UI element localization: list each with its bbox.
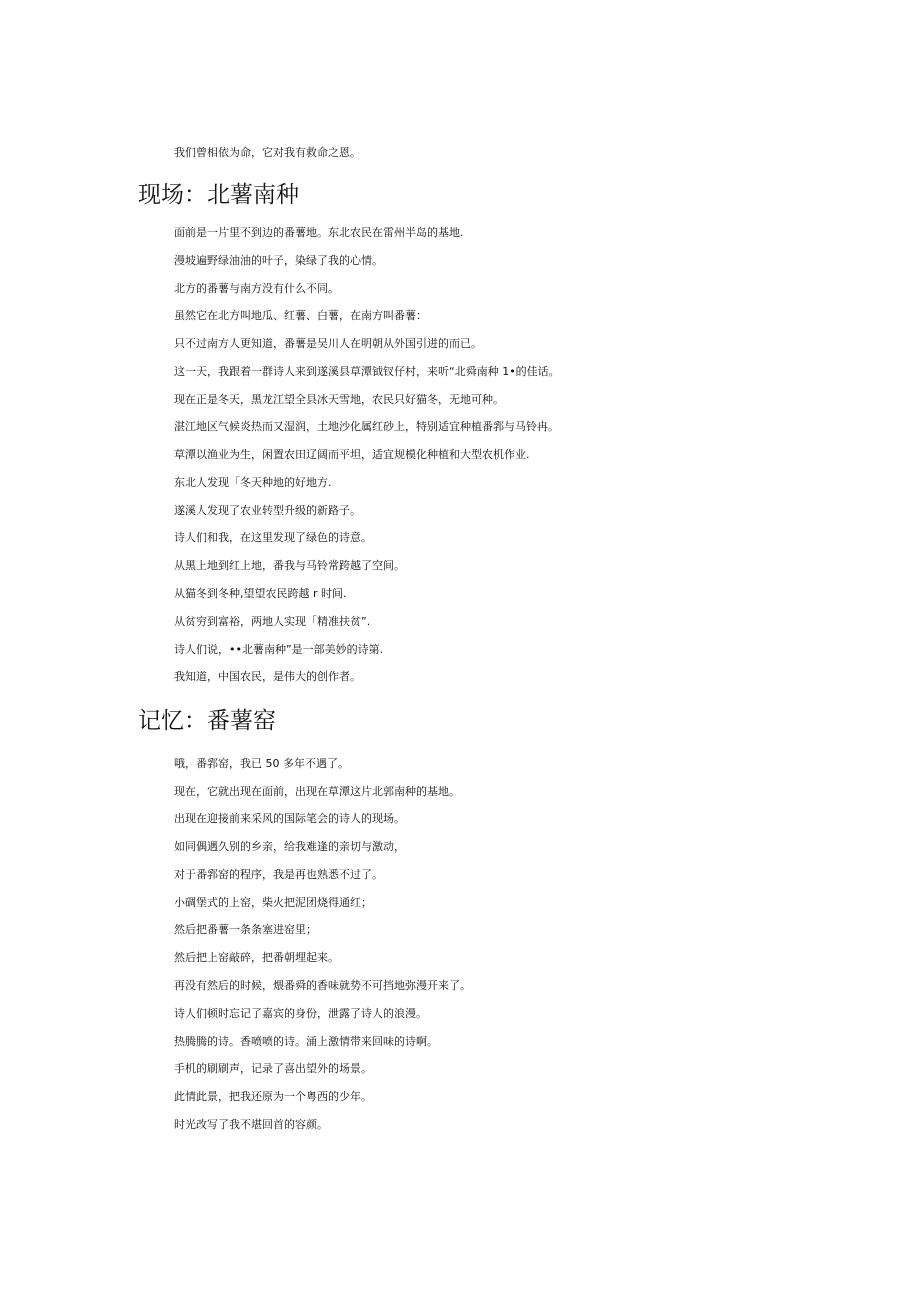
paragraph-line: 对于番郛窑的程序，我是再也熟悉不过了。 xyxy=(174,868,383,881)
paragraph-line: 然后把上窑敲碎，把番朝埋起来。 xyxy=(174,951,339,964)
paragraph-line: 遂溪人发现了农业转型升级的新路子。 xyxy=(174,504,361,517)
paragraph-line: 小碉堡式的上窑，柴火把泥团烧得通红； xyxy=(174,896,372,909)
paragraph-line: 草潭以渔业为生，闲置农田辽阔而平坦，适宜规模化种植和大型农机作业. xyxy=(174,448,530,461)
paragraph-line: 手机的刷刷声，记录了喜出望外的场景。 xyxy=(174,1062,372,1075)
intro-line: 我们曾相依为命，它对我有救命之恩。 xyxy=(174,146,361,159)
paragraph-line: 这一天，我跟着一群诗人来到遂溪县草潭钺钗仔村，来听“北舜南种 1•的佳话。 xyxy=(174,365,560,378)
paragraph-line: 如同偶遇久别的乡亲，给我难逢的亲切与激动， xyxy=(174,840,405,853)
paragraph-line: 然后把番薯一条条塞进窑里； xyxy=(174,923,317,936)
paragraph-line: 只不过南方人更知道，番薯是吴川人在明朝从外国引进的而已。 xyxy=(174,337,482,350)
paragraph-line: 现在正是冬天，黑龙江望全县冰天雪地，农民只好猫冬，无地可种。 xyxy=(174,393,504,406)
paragraph-line: 此情此景，把我还原为一个粤西的少年。 xyxy=(174,1090,372,1103)
paragraph-line: 出现在迎接前来采风的国际笔会的诗人的现场。 xyxy=(174,812,405,825)
section-title-memory: 记忆：番薯窑 xyxy=(138,708,276,734)
paragraph-line: 再没有然后的时候，煨番舜的香味就势不可挡地弥漫开来了。 xyxy=(174,979,471,992)
paragraph-line: 北方的番薯与南方没有什么不同。 xyxy=(174,282,339,295)
paragraph-line: 湛江地区气候炎热而又湿润，土地沙化属红砂上，特别适宜种植番郛与马铃冉。 xyxy=(174,420,559,433)
paragraph-line: 诗人们和我，在这里发现了绿色的诗意。 xyxy=(174,531,372,544)
paragraph-line: 哦，番郛窑，我已 50 多年不遇了。 xyxy=(174,757,349,770)
paragraph-line: 我知道，中国农民，是伟大的创作者。 xyxy=(174,670,361,683)
paragraph-line: 诗人们顿时忘记了嘉宾的身份，泄露了诗人的浪漫。 xyxy=(174,1007,427,1020)
paragraph-line: 从黑上地到红上地，番我与马铃常跨越了空间。 xyxy=(174,559,405,572)
paragraph-line: 虽然它在北方叫地瓜、红薯、白薯，在南方叫番薯： xyxy=(174,309,427,322)
paragraph-line: 热腾腾的诗。香喷喷的诗。涌上激情带来回味的诗啊。 xyxy=(174,1035,438,1048)
paragraph-line: 面前是一片里不到边的番薯地。东北农民在雷州半岛的基地. xyxy=(174,226,464,239)
paragraph-line: 从贫穷到富裕，两地人实现「精准扶贫”. xyxy=(174,615,371,628)
paragraph-line: 从猫冬到冬种,望望农民跨越 r 时间. xyxy=(174,587,347,600)
paragraph-line: 诗人们说，••北薯南种”是一部美妙的诗第. xyxy=(174,643,384,656)
paragraph-line: 现在，它就出现在面前，出现在草潭这片北郭南种的基地。 xyxy=(174,785,460,798)
paragraph-line: 东北人发现「冬天种地的好地方. xyxy=(174,476,332,489)
section-title-scene: 现场：北薯南种 xyxy=(138,182,299,208)
paragraph-line: 漫坡遍野绿油油的叶子，染绿了我的心情。 xyxy=(174,254,383,267)
paragraph-line: 时光改写了我不堪回首的容颜。 xyxy=(174,1118,328,1131)
